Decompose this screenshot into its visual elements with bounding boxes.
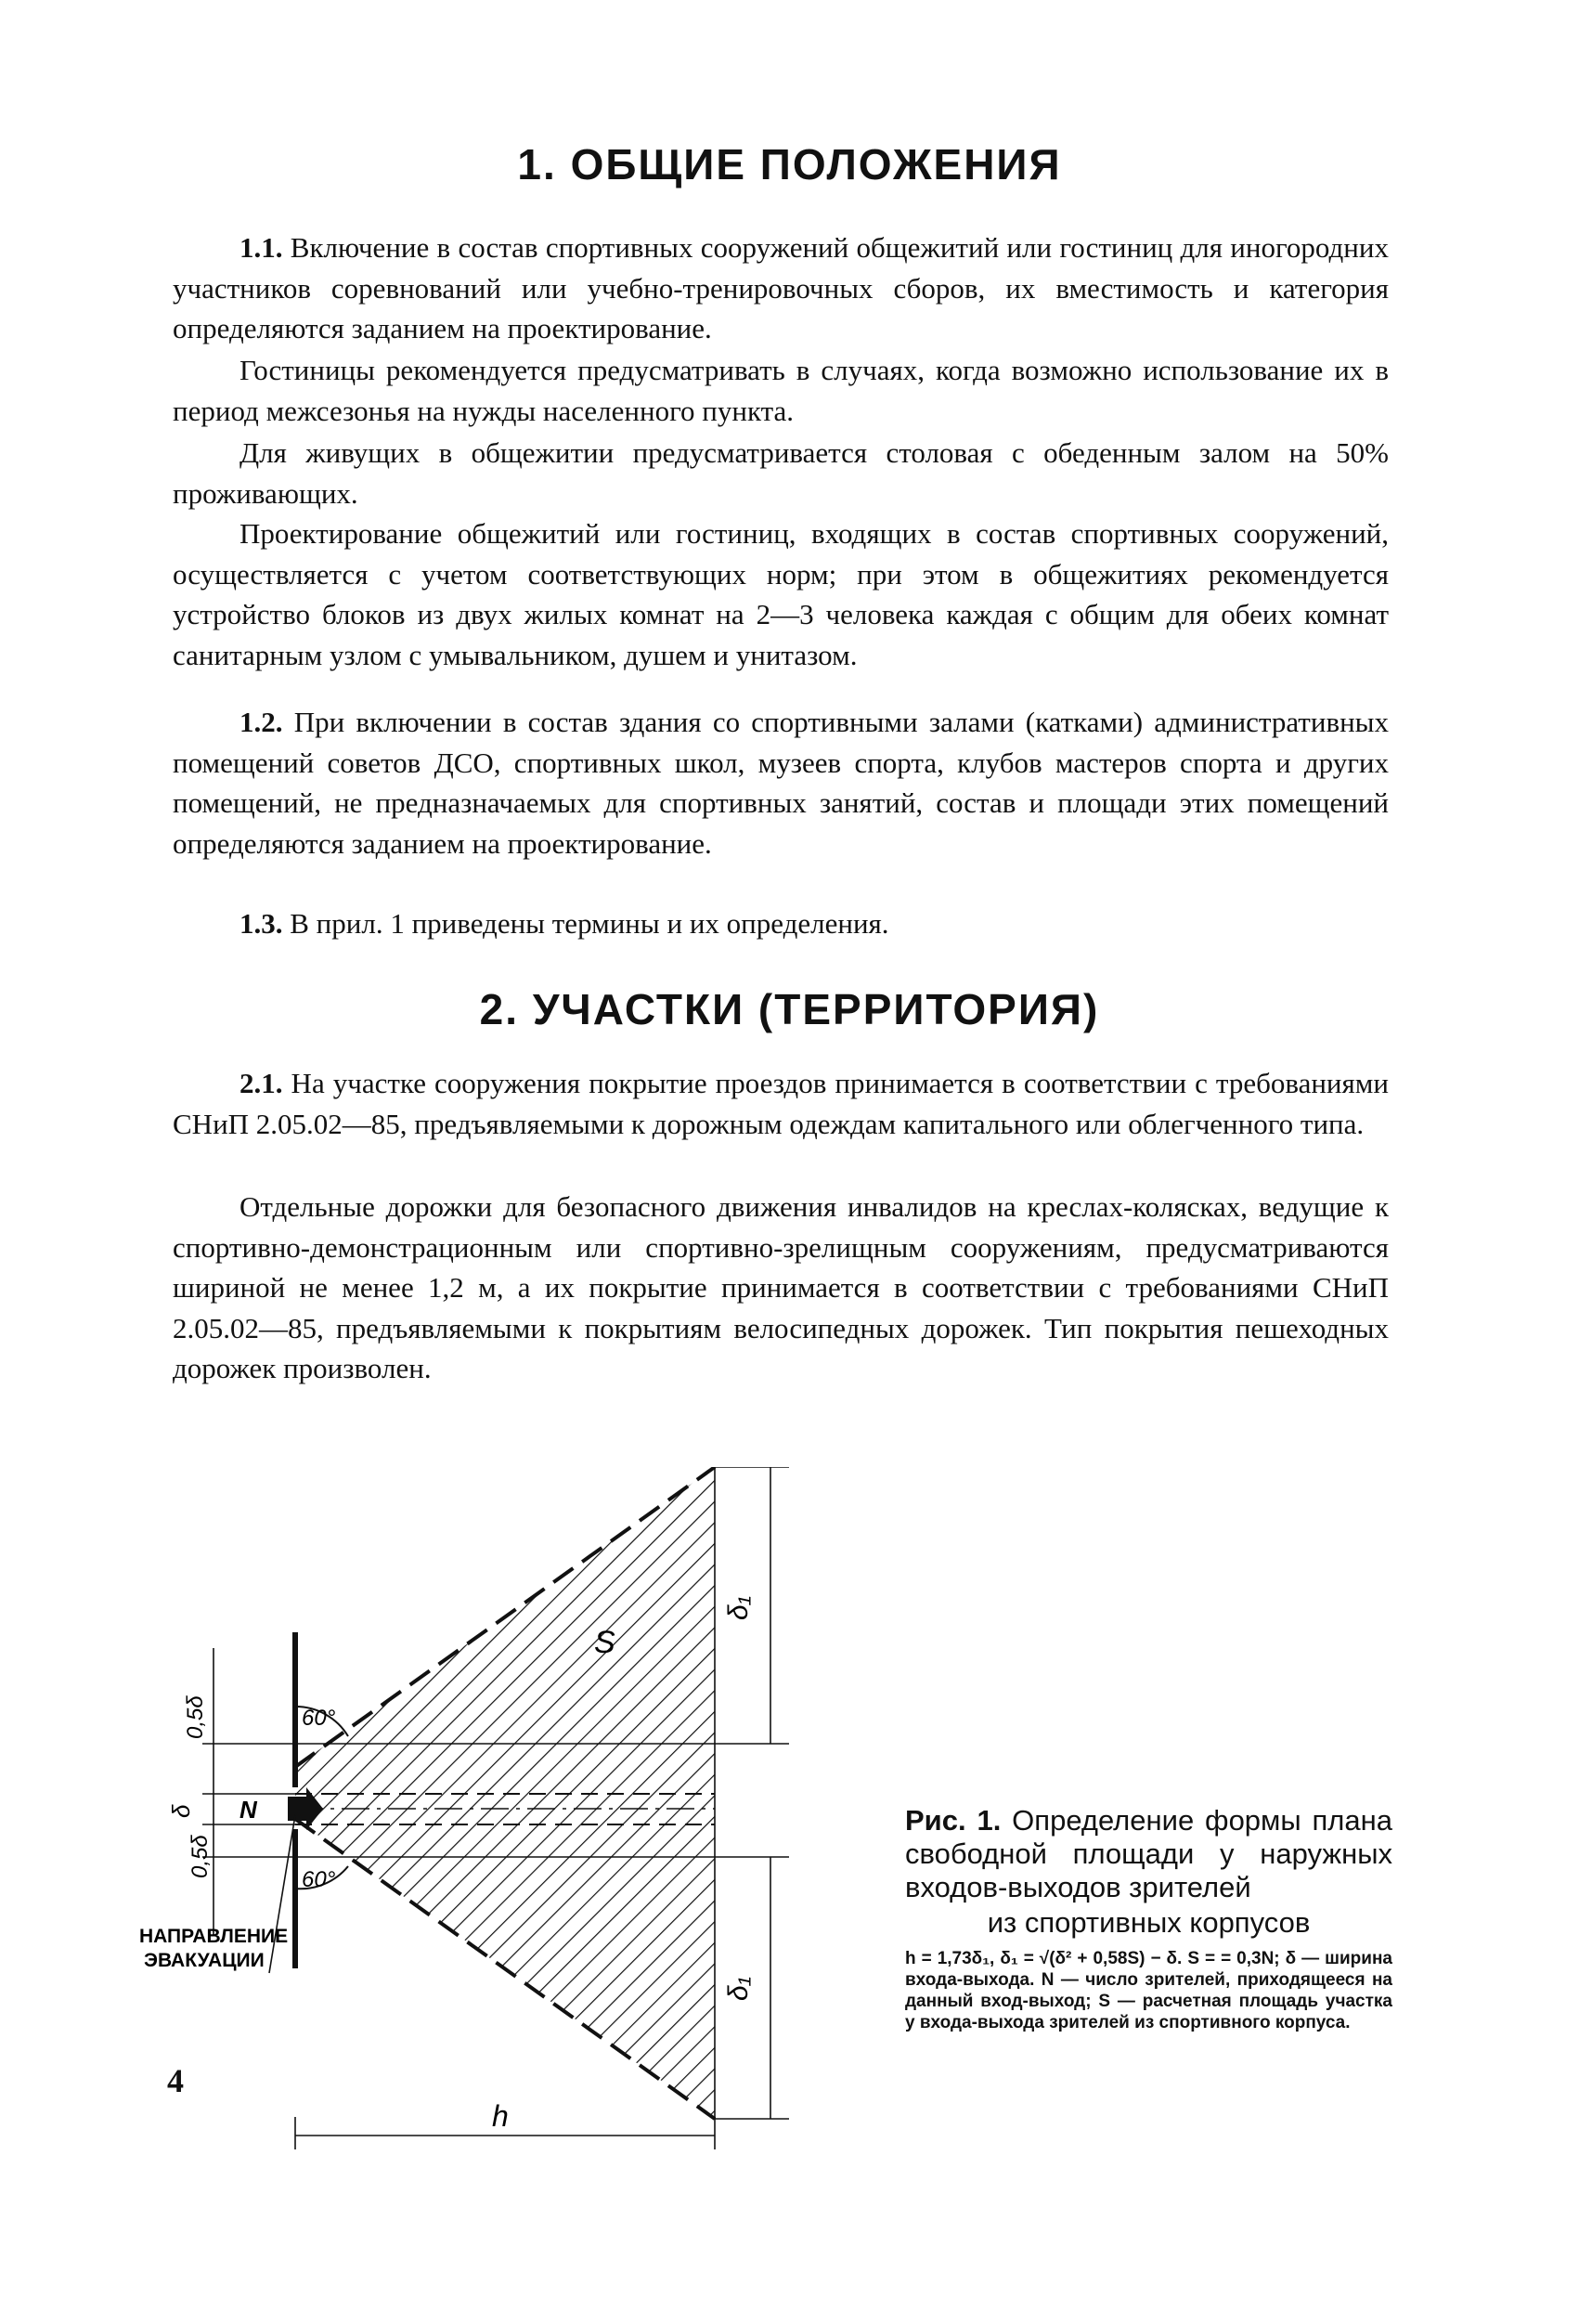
paragraph-number: 2.1. [239,1067,283,1099]
evacuation-area-diagram [139,1467,900,2154]
paragraph-2-1 [173,1063,1389,1144]
evac-label-line1: НАПРАВЛЕНИЕ [139,1926,289,1947]
page-number: 4 [167,2062,184,2099]
paragraph-1-3 [173,903,1389,944]
evac-label-line2: ЭВАКУАЦИИ [144,1950,265,1971]
paragraph-number: 1.1. [239,231,283,264]
label-n: N [239,1796,257,1824]
paragraph-2-1b: Отдельные дорожки для безопасного движения инвалидов на креслах-колясках, ведущие к спортивно-демонстрационным или спортивно-зрелищным сооружениям, предусматриваются шириной не менее 1,2 м, а их покрытие принимается в соответствии с требованиями СНиП 2.05.02—85, предъявляемыми к покрытиям велосипедных дорожек. Тип покрытия пешеходных дорожек произволен. [173,1190,1389,1384]
paragraph-text: На участке сооружения покрытие проездов принимается в соответствии с требованиями СНиП 2.05.02—85, предъявляемыми к дорожным одеждам капитального или облегченного типа. [173,1067,1389,1140]
label-s: S [594,1625,615,1660]
label-05d-top: 0,5δ [183,1695,208,1739]
paragraph-1-1d: Проектирование общежитий или гостиниц, входящих в состав спортивных сооружений, осуществляется с учетом соответствующих норм; при этом в общежитиях рекомендуется устройство блоков из двух жилых комнат на 2—3 человека каждая с общим для обеих комнат санитарным узлом с умывальником, душем и унитазом. [173,517,1389,671]
paragraph-1-1b: Гостиницы рекомендуется предусматривать в случаях, когда возможно использование их в период межсезонья на нужды населенного пункта. [173,354,1389,427]
paragraph-number: 1.3. [239,907,283,940]
paragraph-1-1 [173,227,1389,349]
label-angle-top: 60° [302,1706,336,1731]
paragraph-number: 1.2. [239,706,283,738]
label-h: h [492,2099,509,2133]
paragraph-text: При включении в состав здания со спортивными залами (катками) административных помещений советов ДСО, спортивных школ, музеев спорта, клубов мастеров спорта и других помещений, не предназначаемых для спортивных занятий, состав и площади этих помещений определяются заданием на проектирование. [173,706,1389,860]
paragraph-1-1c: Для живущих в общежитии предусматривается столовая с обеденным залом на 50% проживающих. [173,436,1389,510]
label-delta: δ [167,1804,195,1818]
figure-caption-notes: h = 1,73δ₁, δ₁ = √(δ² + 0,58S) − δ. S = = 0,3N; δ — ширина входа-выхода. N — число зрителей, приходящееся на данный вход-выход; S — расчетная площадь участка у входа-выхода зрителей из спортивного корпуса. [905,1949,1392,2032]
label-delta1-bottom: δ₁ [723,1976,754,2001]
paragraph-text: В прил. 1 приведены термины и их определения. [282,907,889,940]
evac-pointer-line [269,1815,295,1973]
paragraph-1-2 [173,702,1389,863]
figure-title-text: Определение формы плана свободной площади у наружных входов-выходов зрителей [905,1804,1392,1903]
figure-caption-title [905,1804,1392,1904]
section-1-heading: 1. ОБЩИЕ ПОЛОЖЕНИЯ [517,140,1062,188]
label-delta1-top: δ₁ [723,1595,754,1620]
figure-number: Рис. 1. [905,1804,1002,1837]
label-angle-bottom: 60° [302,1867,336,1892]
figure-caption-last-line: из спортивных корпусов [987,1906,1311,1939]
section-2-heading: 2. УЧАСТКИ (ТЕРРИТОРИЯ) [479,985,1100,1033]
label-05d-bottom: 0,5δ [188,1835,213,1878]
paragraph-text: Включение в состав спортивных сооружений общежитий или гостиниц для иногородних участников соревнований или учебно-тренировочных сборов, их вместимость и категория определяются заданием на проектирование. [173,231,1389,344]
